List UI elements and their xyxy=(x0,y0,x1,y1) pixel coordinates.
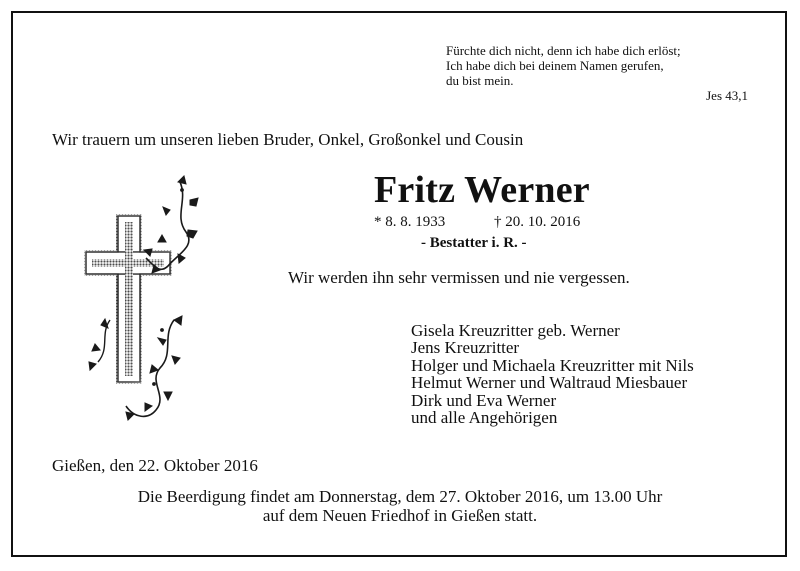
cross-icon xyxy=(70,200,200,410)
verse-reference: Jes 43,1 xyxy=(706,88,748,103)
mourner: Dirk und Eva Werner xyxy=(411,390,557,410)
funeral-info xyxy=(0,487,800,525)
mourner: und alle Angehörigen xyxy=(411,408,558,428)
birth-date: * 8. 8. 1933 xyxy=(374,214,446,230)
mourner: Jens Kreuzritter xyxy=(411,338,520,358)
verse-line: Fürchte dich nicht, denn ich habe dich erlöst; xyxy=(446,43,681,58)
mourner: Holger und Michaela Kreuzritter mit Nils xyxy=(411,355,694,375)
verse-line: Ich habe dich bei deinem Namen gerufen, xyxy=(446,58,664,73)
bible-verse xyxy=(446,43,681,88)
funeral-line: Die Beerdigung findet am Donnerstag, dem 27. Oktober 2016, um 13.00 Uhr xyxy=(137,487,663,506)
funeral-line: auf dem Neuen Friedhof in Gießen statt. xyxy=(262,506,538,525)
mourners-list xyxy=(411,322,694,426)
death-date: † 20. 10. 2016 xyxy=(494,214,581,230)
mourner: Gisela Kreuzritter geb. Werner xyxy=(411,321,620,340)
cross-with-ivy-image xyxy=(70,170,220,435)
intro-text: Wir trauern um unseren lieben Bruder, Onkel, Großonkel und Cousin xyxy=(52,130,524,149)
place-and-date: Gießen, den 22. Oktober 2016 xyxy=(52,456,258,475)
mourner: Helmut Werner und Waltraud Miesbauer xyxy=(411,373,688,393)
profession: - Bestatter i. R. - xyxy=(421,235,527,251)
deceased-name: Fritz Werner xyxy=(374,169,590,211)
verse-line: du bist mein. xyxy=(446,73,514,88)
remembrance-message: Wir werden ihn sehr vermissen und nie vergessen. xyxy=(288,268,630,287)
